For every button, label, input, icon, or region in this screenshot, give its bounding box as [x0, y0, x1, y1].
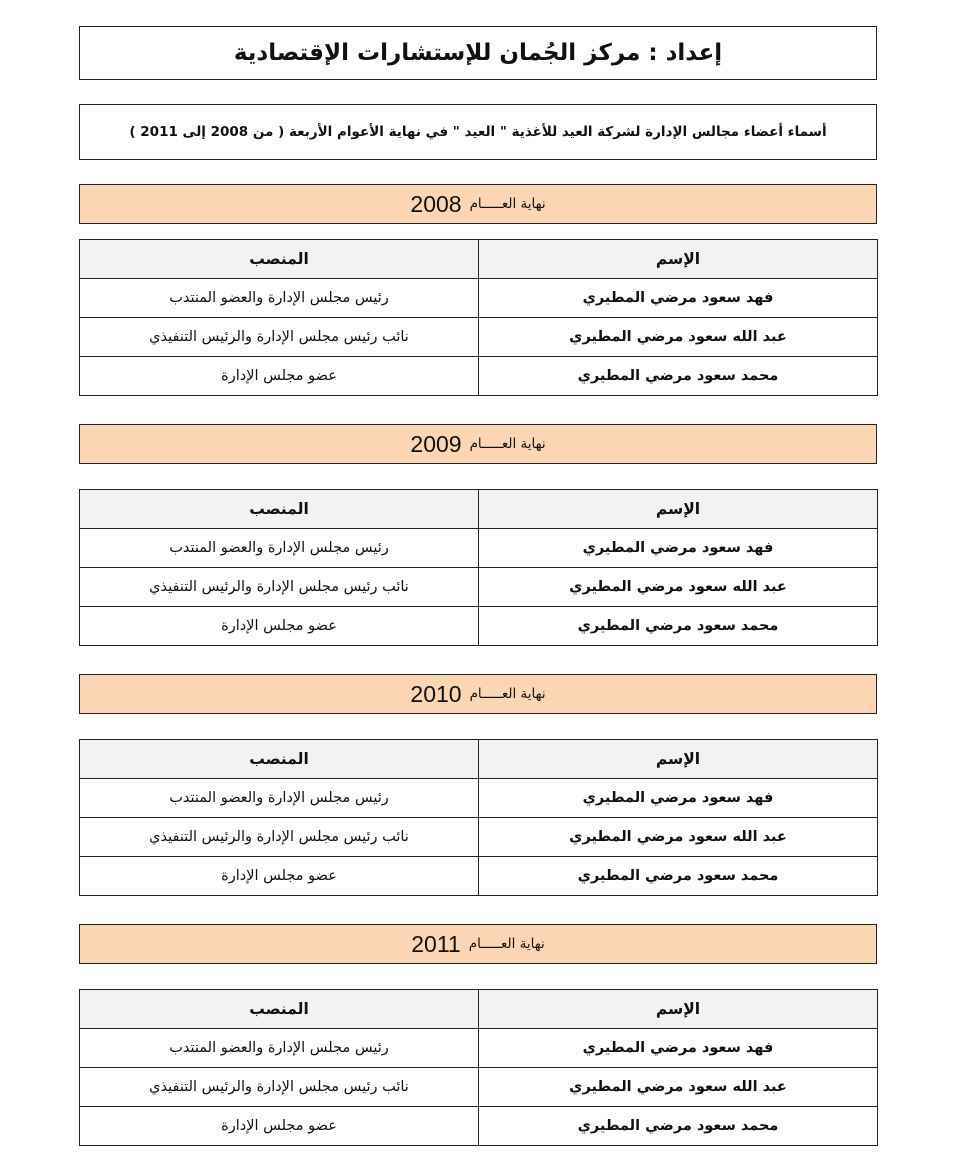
year-bar-label: نهاية العـــــام — [469, 686, 546, 702]
table-header-row — [80, 240, 878, 279]
member-position: نائب رئيس مجلس الإدارة والرئيس التنفيذي — [80, 568, 479, 607]
member-position: عضو مجلس الإدارة — [80, 857, 479, 896]
page-title: إعداد : مركز الجُمان للإستشارات الإقتصادية — [79, 26, 877, 80]
table-header-row — [80, 740, 878, 779]
member-name: عبد الله سعود مرضي المطيري — [479, 1068, 878, 1107]
year-bar-year: 2009 — [410, 430, 462, 457]
member-position: عضو مجلس الإدارة — [80, 1107, 479, 1146]
year-bar-2011 — [79, 924, 877, 964]
table-row — [80, 1107, 878, 1146]
table-row — [80, 357, 878, 396]
member-position: نائب رئيس مجلس الإدارة والرئيس التنفيذي — [80, 1068, 479, 1107]
table-row — [80, 857, 878, 896]
member-position: عضو مجلس الإدارة — [80, 357, 479, 396]
table-row — [80, 1068, 878, 1107]
header-name: الإسم — [479, 990, 878, 1029]
table-row — [80, 279, 878, 318]
table-row — [80, 1029, 878, 1068]
table-row — [80, 818, 878, 857]
header-position: المنصب — [80, 740, 479, 779]
year-bar-label: نهاية العـــــام — [469, 436, 546, 452]
member-name: محمد سعود مرضي المطيري — [479, 1107, 878, 1146]
member-name: فهد سعود مرضي المطيري — [479, 279, 878, 318]
year-bar-year: 2008 — [410, 190, 462, 217]
header-position: المنصب — [80, 990, 479, 1029]
member-position: رئيس مجلس الإدارة والعضو المنتدب — [80, 529, 479, 568]
header-name: الإسم — [479, 240, 878, 279]
board-table-2009 — [79, 489, 878, 646]
member-name: عبد الله سعود مرضي المطيري — [479, 318, 878, 357]
header-position: المنصب — [80, 490, 479, 529]
year-bar-2008 — [79, 184, 877, 224]
year-bar-label: نهاية العـــــام — [469, 196, 546, 212]
member-name: محمد سعود مرضي المطيري — [479, 357, 878, 396]
member-position: عضو مجلس الإدارة — [80, 607, 479, 646]
member-position: رئيس مجلس الإدارة والعضو المنتدب — [80, 1029, 479, 1068]
header-position: المنصب — [80, 240, 479, 279]
table-header-row — [80, 990, 878, 1029]
page-subtitle: أسماء أعضاء مجالس الإدارة لشركة العيد للأغذية " العيد " في نهاية الأعوام الأربعة ( من 2008 إلى 2011 ) — [79, 104, 877, 160]
member-name: محمد سعود مرضي المطيري — [479, 857, 878, 896]
table-row — [80, 529, 878, 568]
table-row — [80, 318, 878, 357]
year-bar-label: نهاية العـــــام — [468, 936, 545, 952]
member-position: رئيس مجلس الإدارة والعضو المنتدب — [80, 279, 479, 318]
board-table-2010 — [79, 739, 878, 896]
table-row — [80, 568, 878, 607]
member-position: نائب رئيس مجلس الإدارة والرئيس التنفيذي — [80, 318, 479, 357]
member-name: عبد الله سعود مرضي المطيري — [479, 568, 878, 607]
member-name: فهد سعود مرضي المطيري — [479, 779, 878, 818]
table-header-row — [80, 490, 878, 529]
table-row — [80, 607, 878, 646]
member-name: فهد سعود مرضي المطيري — [479, 1029, 878, 1068]
year-bar-year: 2010 — [410, 680, 462, 707]
member-position: رئيس مجلس الإدارة والعضو المنتدب — [80, 779, 479, 818]
member-position: نائب رئيس مجلس الإدارة والرئيس التنفيذي — [80, 818, 479, 857]
header-name: الإسم — [479, 490, 878, 529]
year-bar-2009 — [79, 424, 877, 464]
board-table-2011 — [79, 989, 878, 1146]
header-name: الإسم — [479, 740, 878, 779]
member-name: فهد سعود مرضي المطيري — [479, 529, 878, 568]
table-row — [80, 779, 878, 818]
board-table-2008 — [79, 239, 878, 396]
member-name: عبد الله سعود مرضي المطيري — [479, 818, 878, 857]
member-name: محمد سعود مرضي المطيري — [479, 607, 878, 646]
year-bar-year: 2011 — [411, 930, 461, 957]
year-bar-2010 — [79, 674, 877, 714]
